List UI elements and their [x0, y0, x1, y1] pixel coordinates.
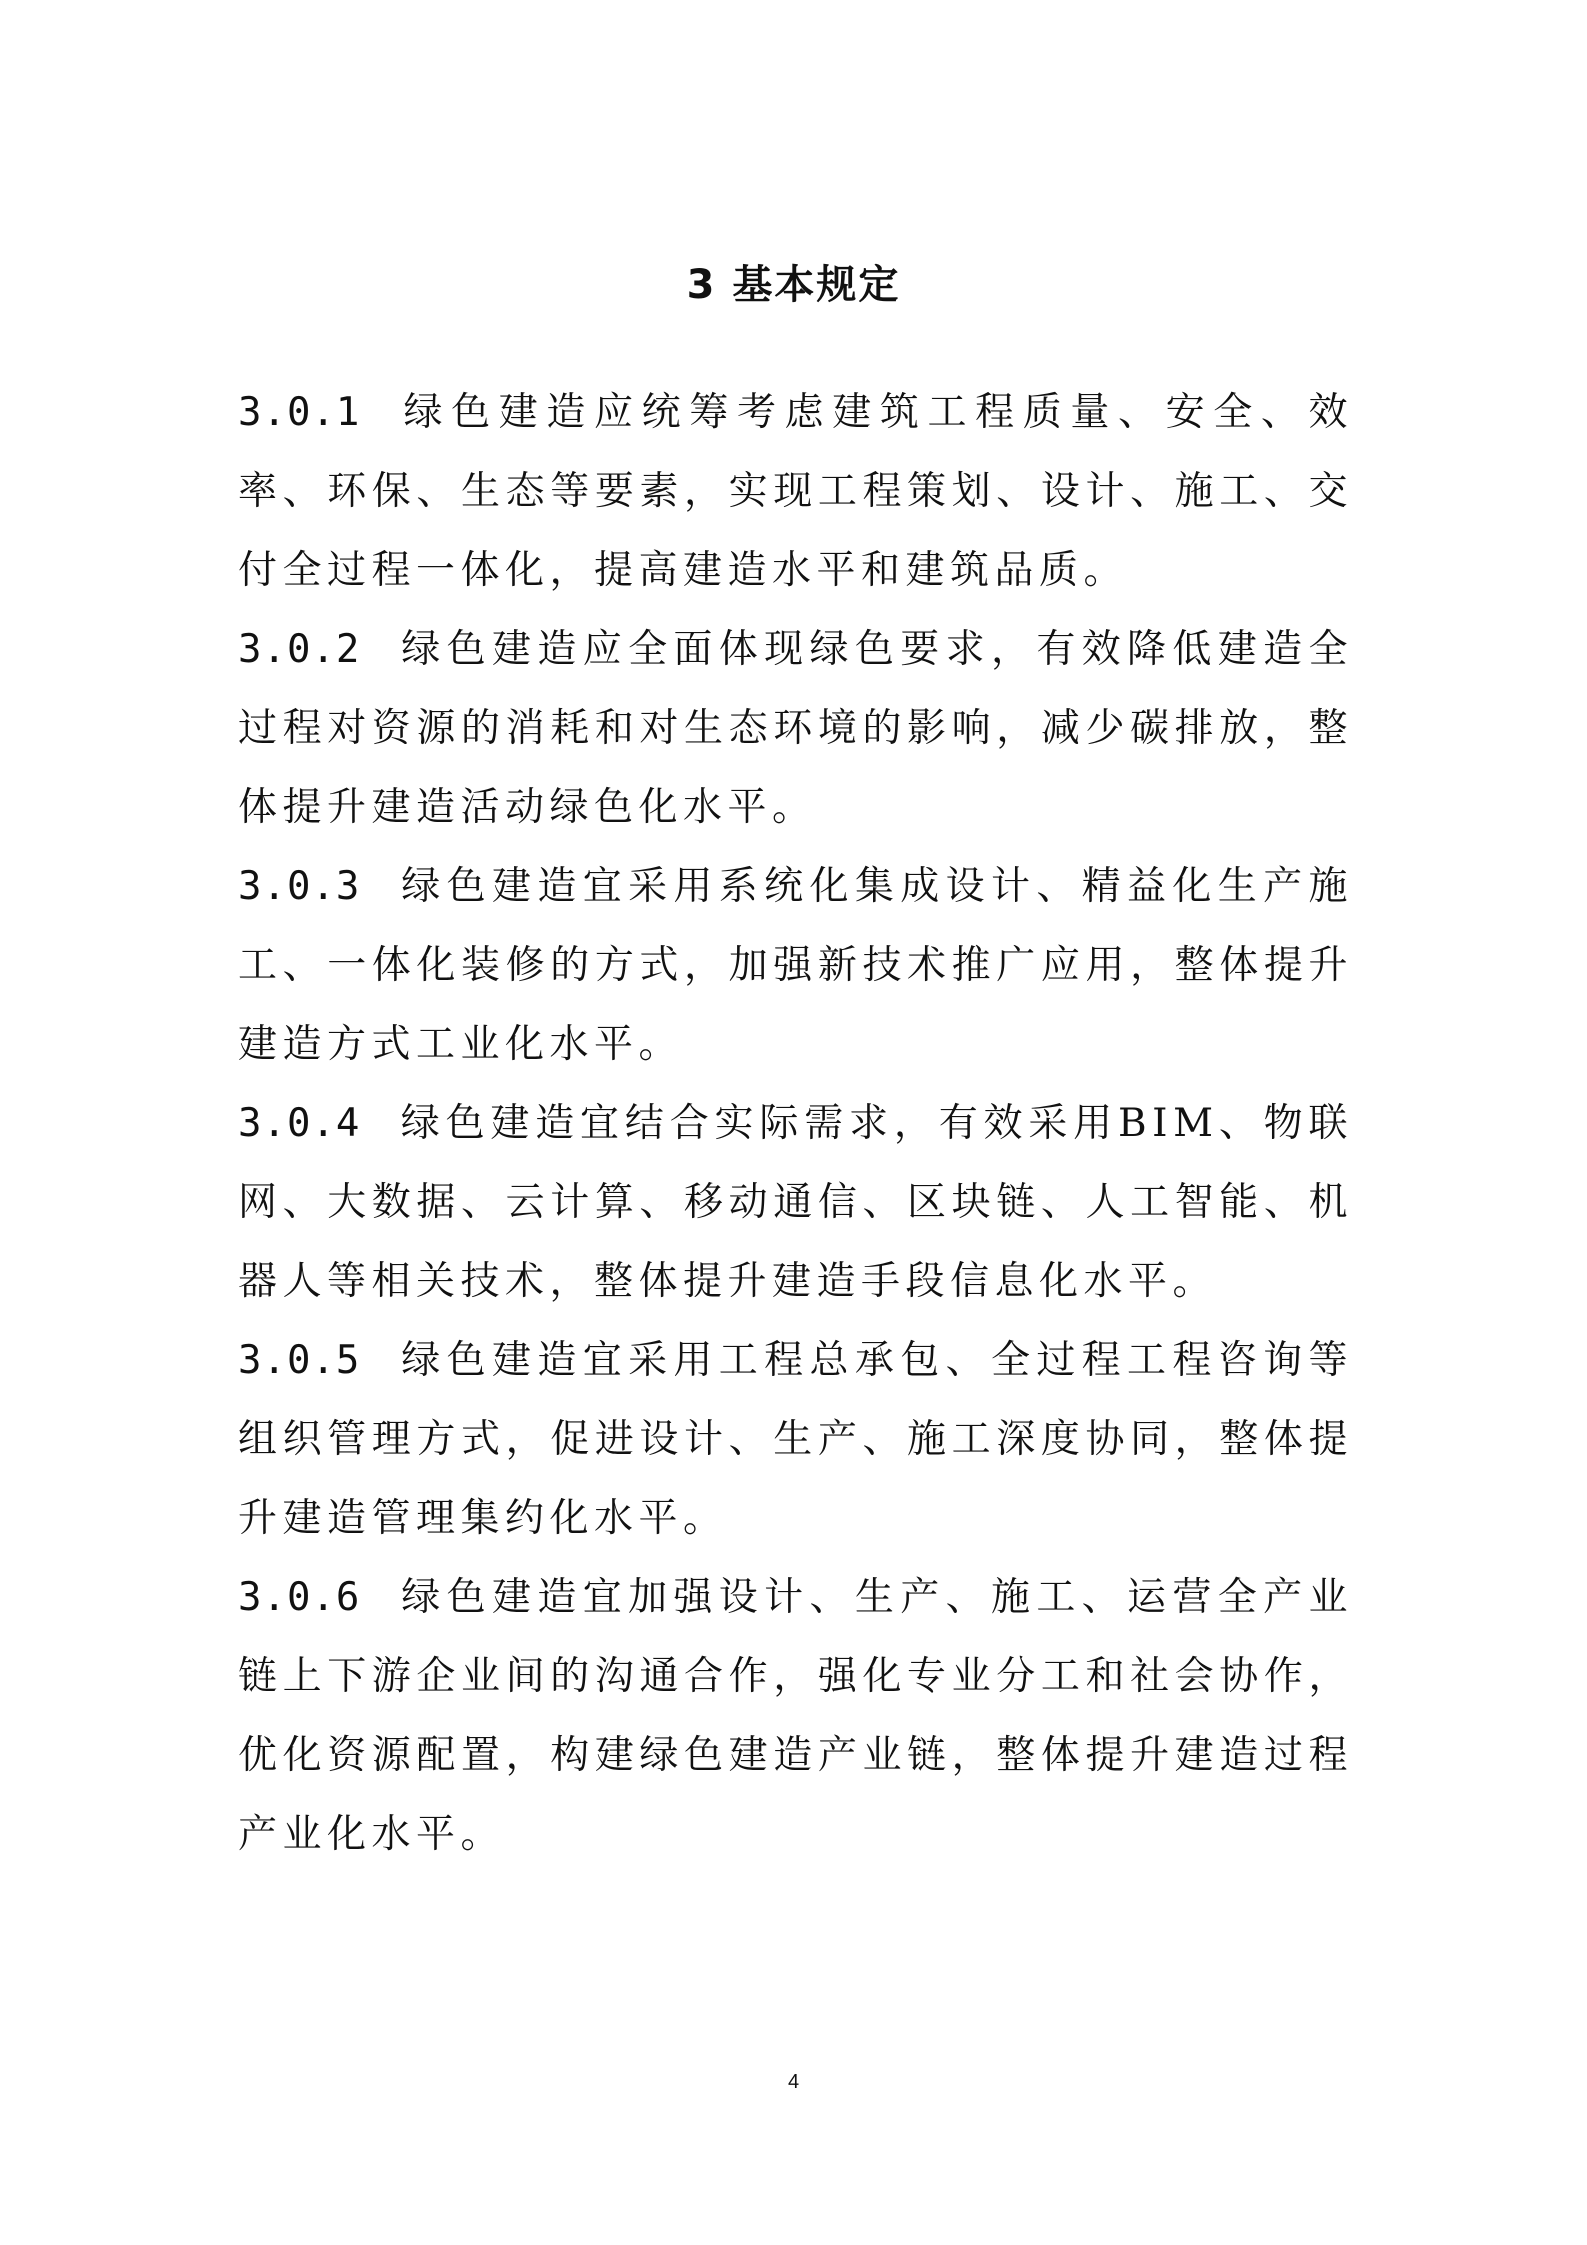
clause-text: 绿色建造应统筹考虑建筑工程质量、安全、效率、环保、生态等要素，实现工程策划、设计、施工、交付全过程一体化，提高建造水平和建筑品质。: [238, 390, 1353, 593]
clause-3-0-3: [238, 847, 1353, 1084]
clause-text: 绿色建造应全面体现绿色要求，有效降低建造全过程对资源的消耗和对生态环境的影响，减少碳排放，整体提升建造活动绿色化水平。: [238, 627, 1353, 830]
clause-3-0-1: [238, 373, 1353, 610]
page-number: 4: [787, 2071, 800, 2093]
clause-3-0-2: [238, 610, 1353, 847]
clause-number: 3.0.6: [238, 1575, 361, 1620]
clause-text: 绿色建造宜结合实际需求，有效采用BIM、物联网、大数据、云计算、移动通信、区块链、人工智能、机器人等相关技术，整体提升建造手段信息化水平。: [238, 1101, 1353, 1304]
clause-number: 3.0.5: [238, 1338, 361, 1383]
clause-3-0-6: [238, 1558, 1353, 1874]
clause-number: 3.0.1: [238, 390, 361, 435]
clause-list: [238, 373, 1353, 1874]
clause-number: 3.0.2: [238, 627, 361, 672]
clause-number: 3.0.3: [238, 864, 361, 909]
clause-text: 绿色建造宜加强设计、生产、施工、运营全产业链上下游企业间的沟通合作，强化专业分工和社会协作，优化资源配置，构建绿色建造产业链，整体提升建造过程产业化水平。: [238, 1575, 1353, 1857]
section-title: 3 基本规定: [686, 262, 901, 308]
clause-text: 绿色建造宜采用系统化集成设计、精益化生产施工、一体化装修的方式，加强新技术推广应用，整体提升建造方式工业化水平。: [238, 864, 1353, 1067]
clause-text: 绿色建造宜采用工程总承包、全过程工程咨询等组织管理方式，促进设计、生产、施工深度协同，整体提升建造管理集约化水平。: [238, 1338, 1353, 1541]
clause-3-0-4: [238, 1084, 1353, 1321]
clause-3-0-5: [238, 1321, 1353, 1558]
clause-number: 3.0.4: [238, 1101, 361, 1146]
